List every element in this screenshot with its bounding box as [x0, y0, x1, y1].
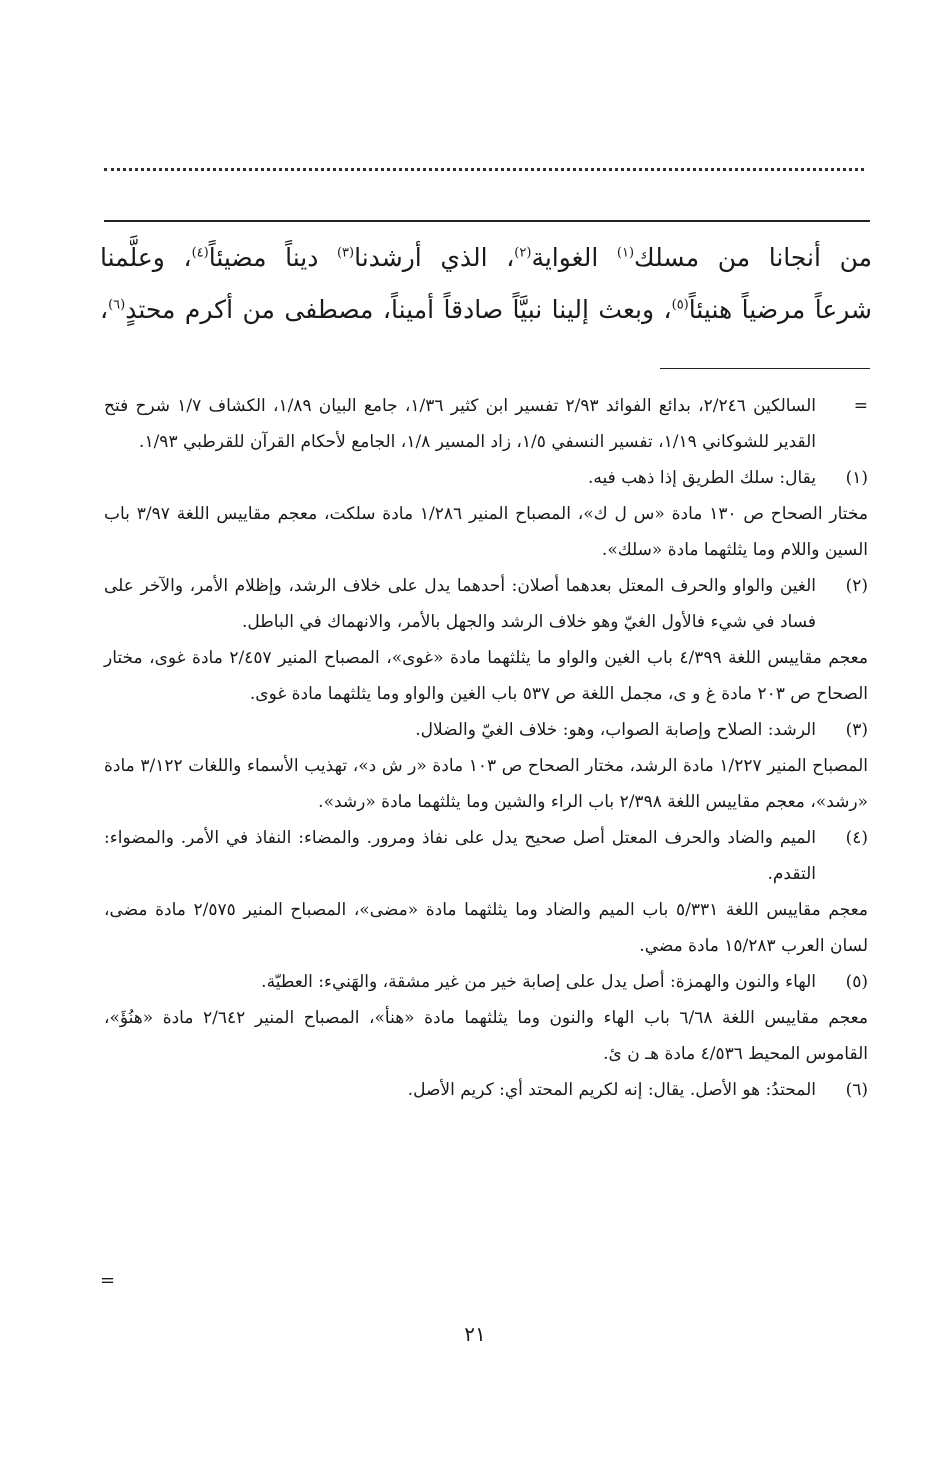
footnote-continued: = السالكين ٢/٢٤٦، بدائع الفوائد ٢/٩٣ تفسير ابن كثير ١/٣٦، جامع البيان ١/٨٩، الكشاف ١/٧ شرح فتح القدير للشوكاني ١/١٩، تفسير النسفي ١/٥، زاد المسير ١/٨، الجامع لأحكام القرآن للقرطبي ١/٩٣.	[104, 388, 868, 460]
footnote-number: (٣)	[845, 720, 868, 740]
footnote-2	[104, 568, 868, 712]
continued-mark: =	[853, 396, 868, 416]
footnote-1	[104, 460, 868, 568]
footnote-ref-1[interactable]: (١)	[616, 245, 635, 261]
footnote-3	[104, 712, 868, 820]
footnote-6	[104, 1072, 868, 1108]
footnote-number: (٤)	[845, 828, 868, 848]
footnote-ref-6[interactable]: (٦)	[108, 297, 126, 313]
footnote-number: (٦)	[845, 1080, 868, 1100]
footnote-number: (٥)	[845, 972, 868, 992]
footnote-reference: معجم مقاييس اللغة ٤/٣٩٩ باب الغين والواو ما يثلثهما مادة «غوى»، المصباح المنير ٢/٤٥٧ مادة غوى، مختار الصحاح ص ٢٠٣ مادة غ و ى، مجمل اللغة ص ٥٣٧ باب الغين والواو وما يثلثهما مادة غوى.	[104, 648, 868, 704]
footnote-5	[104, 964, 868, 1072]
footnote-ref-4[interactable]: (٤)	[191, 245, 209, 261]
page-number: ٢١	[464, 1322, 486, 1346]
dotted-separator	[104, 168, 864, 171]
footnote-rule	[660, 368, 870, 369]
footnote-ref-2[interactable]: (٢)	[514, 245, 532, 261]
footnote-reference: المصباح المنير ١/٢٢٧ مادة الرشد، مختار الصحاح ص ١٠٣ مادة «ر ش د»، تهذيب الأسماء واللغات ٣/١٢٢ مادة «رشد»، معجم مقاييس اللغة ٢/٣٩٨ باب الراء والشين وما يثلثهما مادة «رشد».	[104, 756, 869, 812]
footnote-reference: معجم مقاييس اللغة ٥/٣٣١ باب الميم والضاد وما يثلثهما مادة «مضى»، المصباح المنير ٢/٥٧٥ مادة مضى، لسان العرب ١٥/٢٨٣ مادة مضي.	[104, 900, 868, 956]
footnote-reference: مختار الصحاح ص ١٣٠ مادة «س ل ك»، المصباح المنير ١/٢٨٦ مادة سلكت، معجم مقاييس اللغة ٣/٩٧ باب السين واللام وما يثلثهما مادة «سلك».	[104, 504, 868, 560]
main-text	[100, 232, 872, 336]
continues-mark: =	[100, 1270, 116, 1291]
footnote-ref-3[interactable]: (٣)	[336, 245, 355, 261]
footnote-text: المحتدُ: هو الأصل. يقال: إنه لكريم المحتد أي: كريم الأصل.	[407, 1080, 816, 1100]
footnote-number: (٢)	[845, 576, 868, 596]
footnote-text: الميم والضاد والحرف المعتل أصل صحيح يدل على نفاذ ومرور. والمضاء: النفاذ في الأمر. والمضواء: التقدم.	[104, 828, 816, 884]
footnote-4	[104, 820, 868, 964]
footnote-reference: معجم مقاييس اللغة ٦/٦٨ باب الهاء والنون وما يثلثهما مادة «هنأ»، المصباح المنير ٢/٦٤٢ مادة «هنُؤَ»، القاموس المحيط ٤/٥٣٦ مادة هـ ن ئ.	[104, 1008, 868, 1064]
footnote-text: يقال: سلك الطريق إذا ذهب فيه.	[588, 468, 816, 488]
main-line-1: من أنجانا من مسلك$^{(١)}$ الغواية$^{(٢)}$، الذي أرشدنا$^{(٣)}$ ديناً مضيئاً$^{(٤)}$، وعلَّمنا	[100, 243, 872, 272]
footnote-number: (١)	[845, 468, 868, 488]
top-rule	[104, 220, 870, 222]
main-line-2: شرعاً مرضياً هنيئاً$^{(٥)}$، وبعث إلينا نبيَّاً صادقاً أميناً، مصطفى من أكرم محتدٍ$^{(٦)}$،	[100, 295, 872, 324]
footnote-text: الهاء والنون والهمزة: أصل يدل على إصابة خير من غير مشقة، والهَنيء: العطيّة.	[261, 972, 816, 992]
footnote-text: الغين والواو والحرف المعتل بعدهما أصلان: أحدهما يدل على خلاف الرشد، وإظلام الأمر، والآخر على فساد في شيء فالأول الغيّ وهو خلاف الرشد والجهل بالأمر، والانهماك في الباطل.	[104, 576, 816, 632]
footnote-text: الرشد: الصلاح وإصابة الصواب، وهو: خلاف الغيّ والضلال.	[415, 720, 816, 740]
footnotes	[104, 388, 868, 1108]
footnote-ref-5[interactable]: (٥)	[671, 297, 689, 313]
